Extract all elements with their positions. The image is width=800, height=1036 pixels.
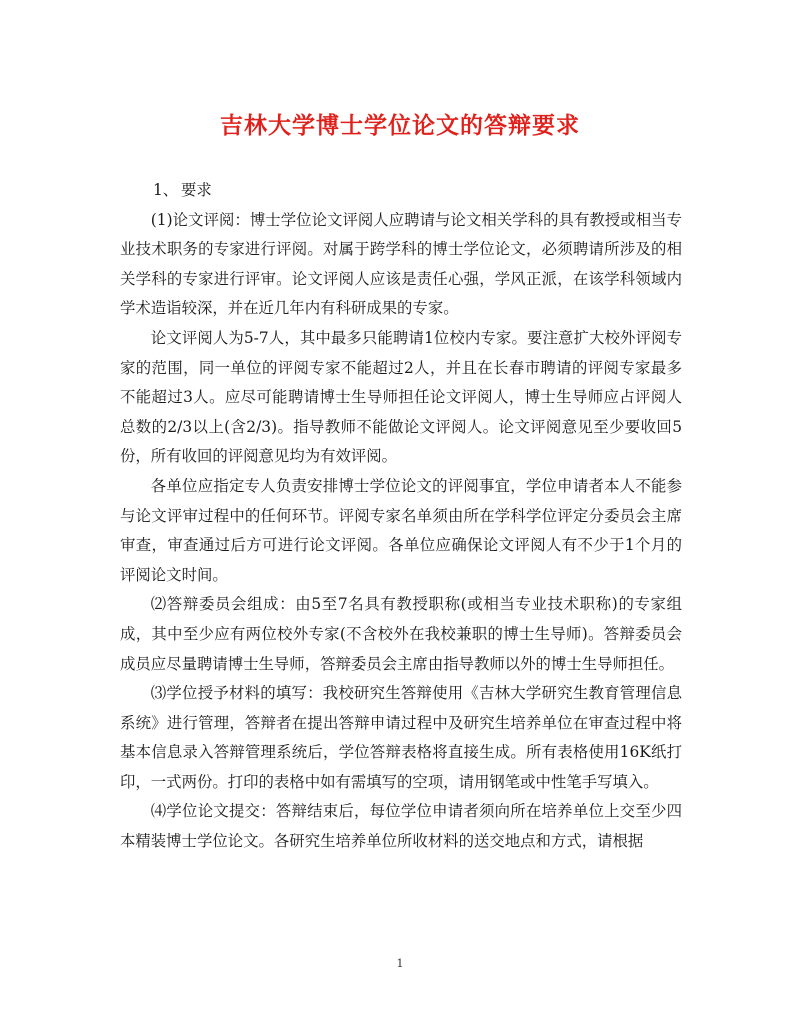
paragraph-review-arrangement: 各单位应指定专人负责安排博士学位论文的评阅事宜，学位申请者本人不能参与论文评审过程中的任何环节。评阅专家名单须由所在学科学位评定分委员会主席审查，审查通过后方可进行论文评阅。各单位应确保论文评阅人有不少于1个月的评阅论文时间。 (120, 476, 682, 584)
section-label: 要求 (181, 181, 212, 199)
section-number: 1、 (153, 181, 179, 199)
paragraph-materials: ⑶学位授予材料的填写：我校研究生答辩使用《吉林大学研究生教育管理信息系统》进行管理，答辩者在提出答辩申请过程中及研究生培养单位在审查过程中将基本信息录入答辩管理系统后，学位答辩表格将直接生成。所有表格使用16K纸打印，一式两份。打印的表格中如有需填写的空项，请用钢笔或中性笔手写填入。 (120, 684, 682, 791)
paragraph-thesis-review: (1)论文评阅：博士学位论文评阅人应聘请与论文相关学科的具有教授或相当专业技术职务的专家进行评阅。对属于跨学科的博士学位论文，必须聘请所涉及的相关学科的专家进行评审。论文评阅人应该是责任心强，学风正派，在该学科领域内学术造诣较深，并在近几年内有科研成果的专家。 (120, 210, 682, 318)
paragraph-committee: ⑵答辩委员会组成：由5至7名具有教授职称(或相当专业技术职称)的专家组成，其中至少应有两位校外专家(不含校外在我校兼职的博士生导师)。答辩委员会成员应尽量聘请博士生导师，答辩委员会主席由指导教师以外的博士生导师担任。 (120, 595, 682, 673)
document-body (120, 176, 682, 857)
section-heading (120, 176, 682, 206)
page-number: 1 (396, 957, 404, 970)
paragraph-submission: ⑷学位论文提交：答辩结束后，每位学位申请者须向所在培养单位上交至少四本精装博士学位论文。各研究生培养单位所收材料的送交地点和方式，请根据 (120, 802, 682, 851)
paragraph-reviewer-count: 论文评阅人为5-7人，其中最多只能聘请1位校内专家。要注意扩大校外评阅专家的范围，同一单位的评阅专家不能超过2人，并且在长春市聘请的评阅专家最多不能超过3人。应尽可能聘请博士生导师担任论文评阅人，博士生导师应占评阅人总数的2/3以上(含2/3)。指导教师不能做论文评阅人。论文评阅意见至少要收回5份，所有收回的评阅意见均为有效评阅。 (120, 328, 682, 466)
document-title: 吉林大学博士学位论文的答辩要求 (220, 112, 580, 139)
